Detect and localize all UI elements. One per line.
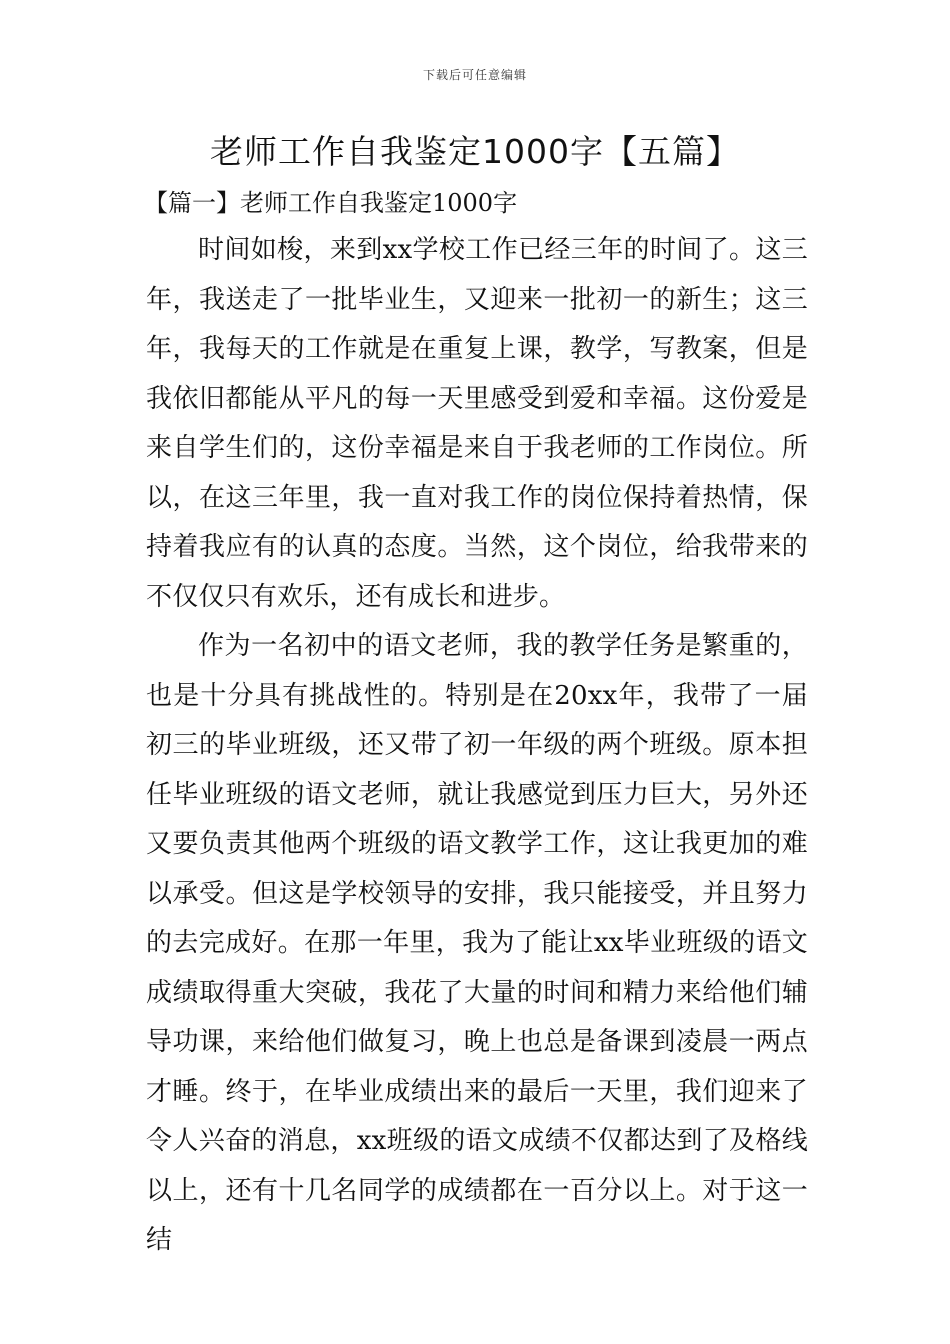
document-body — [146, 226, 808, 1266]
document-title: 老师工作自我鉴定1000字【五篇】 — [210, 132, 740, 171]
paragraph: 作为一名初中的语文老师，我的教学任务是繁重的，也是十分具有挑战性的。特别是在20xx年，我带了一届初三的毕业班级，还又带了初一年级的两个班级。原本担任毕业班级的语文老师，就让我感觉到压力巨大，另外还又要负责其他两个班级的语文教学工作，这让我更加的难以承受。但这是学校领导的安排，我只能接受，并且努力的去完成好。在那一年里，我为了能让xx毕业班级的语文成绩取得重大突破，我花了大量的时间和精力来给他们辅导功课，来给他们做复习，晚上也总是备课到凌晨一两点才睡。终于，在毕业成绩出来的最后一天里，我们迎来了令人兴奋的消息，xx班级的语文成绩不仅都达到了及格线以上，还有十几名同学的成绩都在一百分以上。对于这一结 — [146, 631, 808, 1255]
header-note: 下载后可任意编辑 — [422, 68, 527, 82]
section-heading: 【篇一】老师工作自我鉴定1000字 — [144, 189, 518, 217]
paragraph: 时间如梭，来到xx学校工作已经三年的时间了。这三年，我送走了一批毕业生，又迎来一批初一的新生；这三年，我每天的工作就是在重复上课，教学，写教案，但是我依旧都能从平凡的每一天里感受到爱和幸福。这份爱是来自学生们的，这份幸福是来自于我老师的工作岗位。所以，在这三年里，我一直对我工作的岗位保持着热情，保持着我应有的认真的态度。当然，这个岗位，给我带来的不仅仅只有欢乐，还有成长和进步。 — [146, 235, 808, 612]
